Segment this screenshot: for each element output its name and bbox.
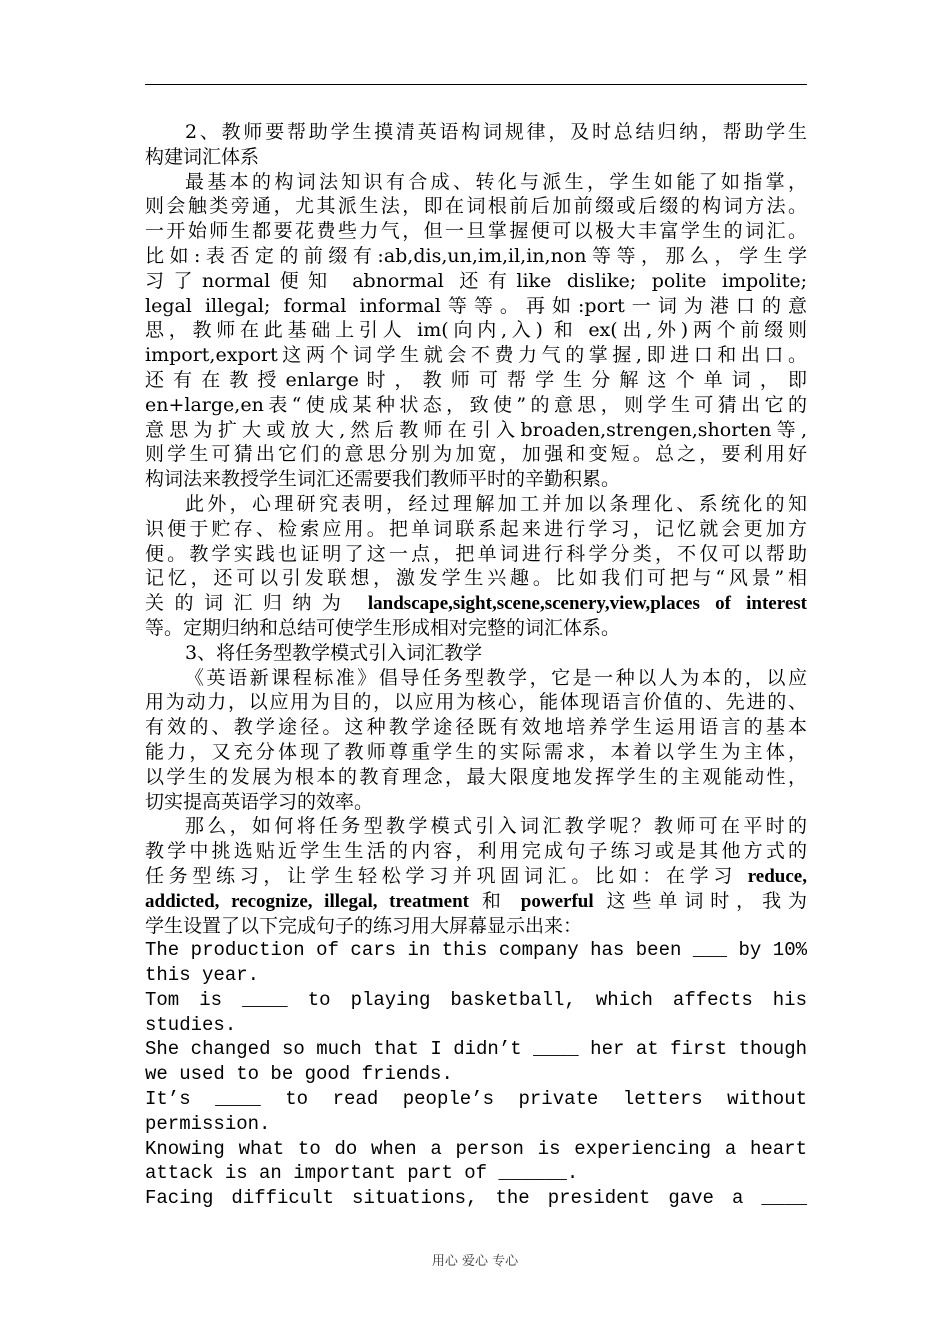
text-span: 这些单词时，我为 (593, 889, 807, 912)
text-line: 便。教学实践也证明了这一点，把单词进行科学分类，不仅可以帮助 (145, 542, 807, 565)
exercise-line: studies. (145, 1013, 237, 1036)
text-line: 教学中挑选贴近学生生活的内容，利用完成句子练习或是其他方式的 (145, 840, 807, 863)
text-line: 构建词汇体系 (145, 145, 260, 168)
text-line: 有效的、教学途径。这种教学途径既有效地培养学生运用语言的基本 (145, 716, 807, 739)
text-line: legal illegal; formal informal等等。再如:port一词为港口的意 (145, 294, 807, 317)
text-line: 学生设置了以下完成句子的练习用大屏幕显示出来： (145, 914, 583, 937)
text-line: 此外，心理研究表明，经过理解加工并加以条理化、系统化的知 (185, 492, 807, 515)
paragraph-block (145, 120, 807, 938)
english-term: reduce, (747, 865, 807, 887)
text-line: 用为动力，以应用为目的，以应用为核心，能体现语言价值的、先进的、 (145, 691, 807, 714)
exercise-line: Tom is ____ to playing basketball, which affects his (145, 988, 807, 1011)
exercise-line: She changed so much that I didn’t ____ her at first though (145, 1038, 807, 1061)
exercise-line: Facing difficult situations, the president gave a ____ (145, 1187, 807, 1210)
text-line: 则学生可猜出它们的意思分别为加宽，加强和变短。总之，要利用好 (145, 443, 807, 466)
document-body (145, 120, 807, 1211)
header-rule (145, 84, 807, 85)
exercise-line: we used to be good friends. (145, 1063, 453, 1086)
text-line: 那么，如何将任务型教学模式引入词汇教学呢？教师可在平时的 (185, 815, 807, 838)
exercise-line: Knowing what to do when a person is experiencing a heart (145, 1137, 807, 1160)
text-line: 思，教师在此基础上引人 im(向内,入) 和 ex(出,外)两个前缀则 (145, 319, 807, 342)
text-line: 《英语新课程标准》倡导任务型教学，它是一种以人为本的，以应 (185, 666, 807, 689)
text-line: 识便于贮存、检索应用。把单词联系起来进行学习，记忆就会更加方 (145, 517, 807, 540)
english-term: addicted, recognize, illegal, treatment (145, 890, 469, 912)
exercise-line: It’s ____ to read people’s private letters without (145, 1088, 807, 1111)
english-term: landscape,sight,scene,scenery,view,places of interest (367, 593, 807, 615)
exercise-line: The production of cars in this company has been ___ by 10% (145, 939, 807, 962)
text-line (145, 864, 807, 889)
text-line: 意思为扩大或放大,然后教师在引入broaden,strengen,shorten等, (145, 418, 807, 441)
text-line: 比如:表否定的前缀有:ab,dis,un,im,il,in,non等等，那么，学生学 (145, 244, 807, 267)
exercise-line: permission. (145, 1112, 271, 1135)
text-line: en+large,en表“使成某种状态，致使”的意思，则学生可猜出它的 (145, 393, 807, 416)
text-line: 则会触类旁通，尤其派生法，即在词根前后加前缀或后缀的构词方法。 (145, 195, 807, 218)
text-line: 最基本的构词法知识有合成、转化与派生，学生如能了如指掌， (185, 170, 807, 193)
text-line: 还 有 在 教 授 enlarge 时 ， 教 师 可 帮 学 生 分 解 这 个 单 词 ， 即 (145, 368, 807, 391)
text-span: 和 (468, 889, 521, 912)
text-line: 习了normal便知 abnormal 还有like dislike; polite impolite; (145, 269, 807, 292)
text-line (145, 889, 807, 914)
text-span: 任务型练习，让学生轻松学习并巩固词汇。比如：在学习 (145, 864, 748, 887)
text-line: 构词法来教授学生词汇还需要我们教师平时的辛勤积累。 (145, 468, 621, 491)
text-line: import,export这两个词学生就会不费力气的掌握,即进口和出口。 (145, 344, 807, 367)
text-line: 2、教师要帮助学生摸清英语构词规律，及时总结归纳，帮助学生 (185, 121, 807, 143)
text-line (145, 591, 807, 616)
page-footer: 用心 爱心 专心 (431, 1254, 519, 1269)
text-line: 记忆，还可以引发联想，激发学生兴趣。比如我们可把与“风景”相 (145, 567, 807, 590)
english-term: powerful (520, 890, 594, 912)
text-span: 关的词汇归纳为 (145, 592, 368, 615)
exercise-line: this year. (145, 964, 260, 987)
text-line: 能力，又充分体现了教师尊重学生的实际需求，本着以学生为主体， (145, 740, 807, 763)
exercise-line: attack is an important part of ______. (145, 1162, 579, 1185)
text-line: 等。定期归纳和总结可使学生形成相对完整的词汇体系。 (145, 616, 621, 639)
text-line: 3、将任务型教学模式引入词汇教学 (185, 641, 483, 664)
text-line: 一开始师生都要花费些力气，但一旦掌握便可以极大丰富学生的词汇。 (145, 220, 807, 243)
text-line: 以学生的发展为根本的教育理念，最大限度地发挥学生的主观能动性， (145, 765, 807, 788)
text-line: 切实提高英语学习的效率。 (145, 790, 374, 813)
exercise-block (145, 938, 807, 1211)
